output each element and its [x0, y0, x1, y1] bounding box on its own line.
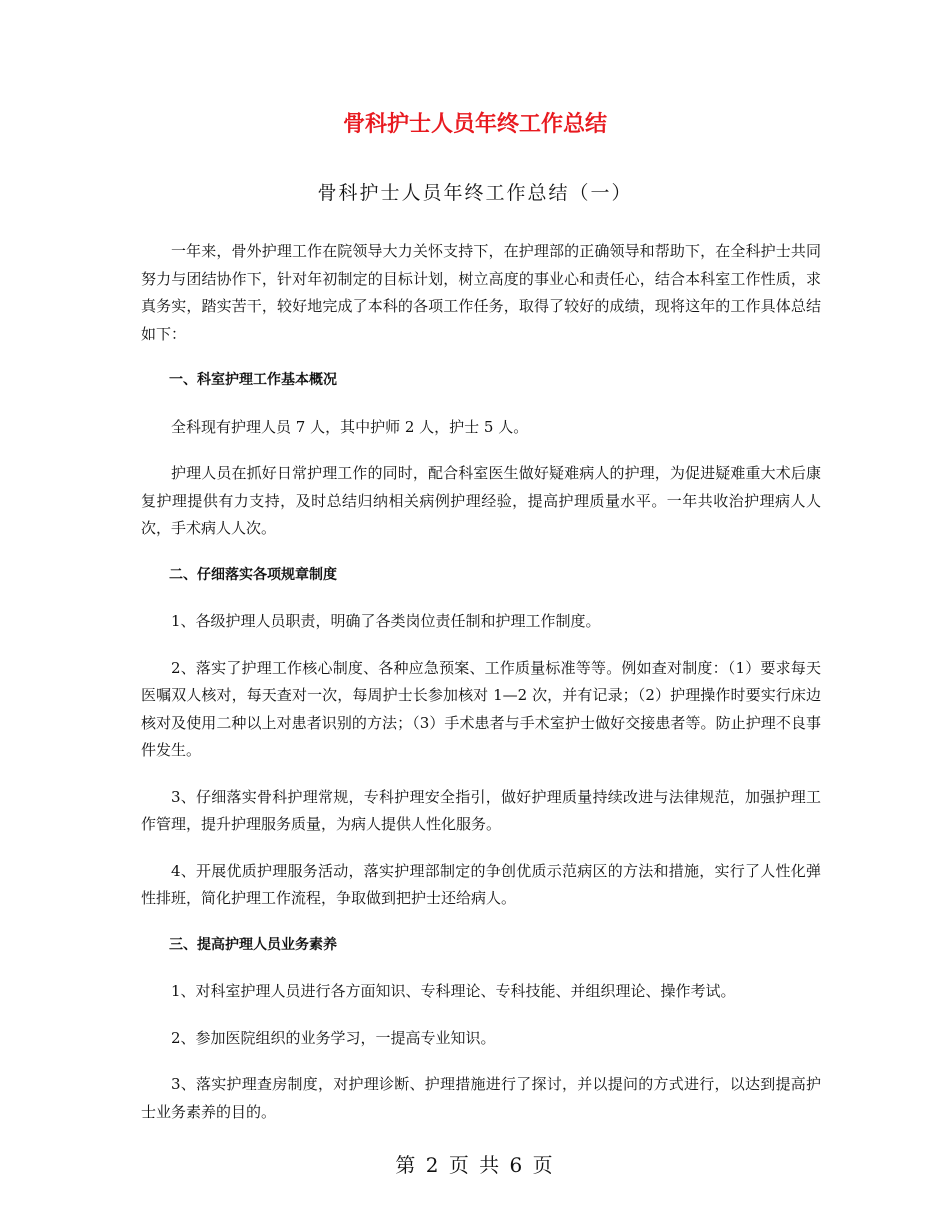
page-number-footer: 第 2 页 共 6 页 [395, 1153, 555, 1177]
intro-paragraph: 一年来，骨外护理工作在院领导大力关怀支持下，在护理部的正确领导和帮助下，在全科护士共同努力与团结协作下，针对年初制定的目标计划，树立高度的事业心和责任心，结合本科室工作性质，求真务实，踏实苦干，较好地完成了本科的各项工作任务，取得了较好的成绩，现将这年的工作具体总结如下： [141, 242, 821, 343]
paragraph: 4、开展优质护理服务活动，落实护理部制定的争创优质示范病区的方法和措施，实行了人性化弹性排班，简化护理工作流程，争取做到把护士还给病人。 [141, 861, 821, 907]
paragraph: 2、参加医院组织的业务学习，一提高专业知识。 [171, 1028, 496, 1047]
section-heading: 一、科室护理工作基本概况 [169, 372, 337, 388]
paragraph: 3、落实护理查房制度，对护理诊断、护理措施进行了探讨，并以提问的方式进行，以达到提高护士业务素养的目的。 [141, 1075, 821, 1121]
paragraph: 1、各级护理人员职责，明确了各类岗位责任制和护理工作制度。 [171, 612, 601, 630]
paragraph: 1、对科室护理人员进行各方面知识、专科理论、专科技能、并组织理论、操作考试。 [171, 982, 736, 1000]
section-heading: 三、提高护理人员业务素养 [169, 936, 337, 953]
document-title: 骨科护士人员年终工作总结 [342, 112, 607, 137]
paragraph: 3、仔细落实骨科护理常规，专科护理安全指引，做好护理质量持续改进与法律规范，加强护理工作管理，提升护理服务质量，为病人提供人性化服务。 [141, 787, 821, 833]
document-subtitle: 骨科护士人员年终工作总结（一） [317, 182, 633, 204]
paragraph: 全科现有护理人员 7 人，其中护师 2 人，护士 5 人。 [171, 417, 529, 436]
paragraph: 护理人员在抓好日常护理工作的同时，配合科室医生做好疑难病人的护理，为促进疑难重大术后康复护理提供有力支持，及时总结归纳相关病例护理经验，提高护理质量水平。一年共收治护理病人人次，手术病人人次。 [141, 464, 821, 537]
paragraph: 2、落实了护理工作核心制度、各种应急预案、工作质量标准等等。例如查对制度：（1）要求每天医嘱双人核对，每天查对一次，每周护士长参加核对 1—2 次，并有记录；（2）护理操作时要实行床边核对及使用二种以上对患者识别的方法；（3）手术患者与手术室护士做好交接患者等。防止护理不良事件发生。 [141, 658, 821, 759]
document-body [141, 238, 821, 1145]
section-heading: 二、仔细落实各项规章制度 [169, 566, 337, 583]
